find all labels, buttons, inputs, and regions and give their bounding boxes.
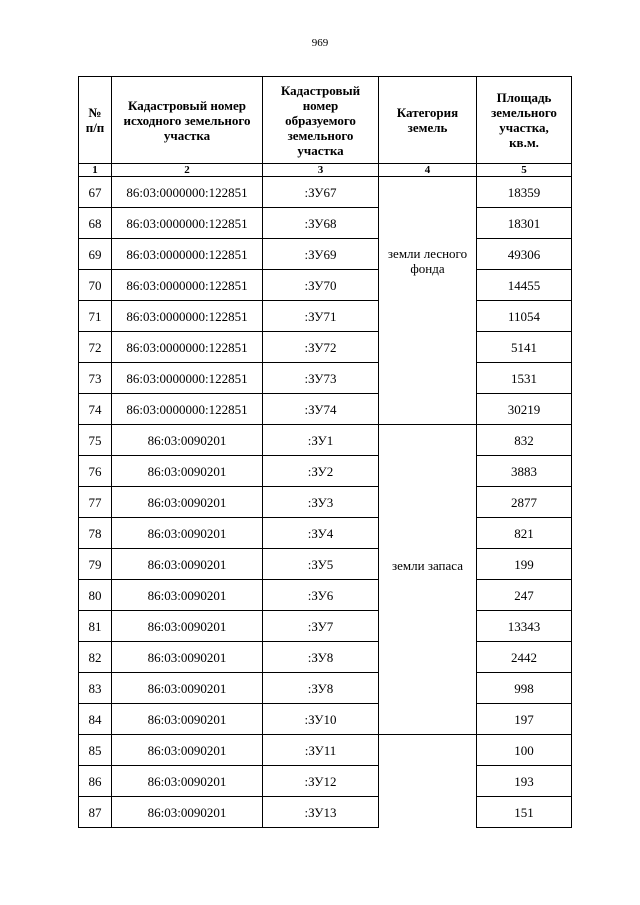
row-number: 68	[79, 208, 112, 239]
plot-area: 998	[477, 673, 572, 704]
row-number: 76	[79, 456, 112, 487]
row-number: 81	[79, 611, 112, 642]
table-row	[79, 487, 572, 518]
table-row	[79, 642, 572, 673]
source-cadastral-number: 86:03:0090201	[112, 766, 263, 797]
plot-area: 2442	[477, 642, 572, 673]
table-row	[79, 735, 572, 766]
new-cadastral-number: :ЗУ12	[263, 766, 379, 797]
plot-area: 11054	[477, 301, 572, 332]
new-cadastral-number: :ЗУ68	[263, 208, 379, 239]
row-number: 77	[79, 487, 112, 518]
plot-area: 30219	[477, 394, 572, 425]
plot-area: 49306	[477, 239, 572, 270]
row-number: 74	[79, 394, 112, 425]
source-cadastral-number: 86:03:0090201	[112, 518, 263, 549]
row-number: 72	[79, 332, 112, 363]
land-category-continued	[379, 735, 477, 828]
new-cadastral-number: :ЗУ8	[263, 642, 379, 673]
row-number: 79	[79, 549, 112, 580]
new-cadastral-number: :ЗУ73	[263, 363, 379, 394]
header-plot-area-text: Площадь земельного участка, кв.м.	[491, 90, 557, 150]
plot-area: 821	[477, 518, 572, 549]
row-number: 70	[79, 270, 112, 301]
header-source-cadastral-number-text: Кадастровый номер исходного земельного участка	[123, 97, 251, 143]
table-row	[79, 177, 572, 208]
source-cadastral-number: 86:03:0090201	[112, 642, 263, 673]
column-number: 5	[477, 164, 572, 177]
plot-area: 832	[477, 425, 572, 456]
land-category-forest	[379, 177, 477, 425]
table-row	[79, 766, 572, 797]
header-new-cadastral-number	[263, 77, 379, 164]
row-number: 84	[79, 704, 112, 735]
table-row	[79, 580, 572, 611]
land-plots-table	[78, 76, 572, 828]
table-row	[79, 704, 572, 735]
row-number: 82	[79, 642, 112, 673]
new-cadastral-number: :ЗУ70	[263, 270, 379, 301]
source-cadastral-number: 86:03:0000000:122851	[112, 270, 263, 301]
table-row	[79, 301, 572, 332]
table-row	[79, 425, 572, 456]
header-row-number-text: № п/п	[85, 105, 105, 135]
source-cadastral-number: 86:03:0000000:122851	[112, 301, 263, 332]
column-number-row	[79, 164, 572, 177]
source-cadastral-number: 86:03:0090201	[112, 425, 263, 456]
table-row	[79, 456, 572, 487]
table-row	[79, 363, 572, 394]
source-cadastral-number: 86:03:0090201	[112, 580, 263, 611]
new-cadastral-number: :ЗУ8	[263, 673, 379, 704]
row-number: 80	[79, 580, 112, 611]
row-number: 83	[79, 673, 112, 704]
table-row	[79, 549, 572, 580]
plot-area: 199	[477, 549, 572, 580]
table-row	[79, 611, 572, 642]
header-land-category-text: Категория земель	[396, 105, 459, 135]
header-plot-area	[477, 77, 572, 164]
plot-area: 193	[477, 766, 572, 797]
land-category-reserve-text: земли запаса	[392, 558, 463, 573]
column-number: 3	[263, 164, 379, 177]
source-cadastral-number: 86:03:0000000:122851	[112, 177, 263, 208]
column-number: 2	[112, 164, 263, 177]
plot-area: 197	[477, 704, 572, 735]
table-row	[79, 518, 572, 549]
source-cadastral-number: 86:03:0000000:122851	[112, 332, 263, 363]
table-row	[79, 673, 572, 704]
column-number: 4	[379, 164, 477, 177]
header-source-cadastral-number	[112, 77, 263, 164]
plot-area: 100	[477, 735, 572, 766]
new-cadastral-number: :ЗУ72	[263, 332, 379, 363]
column-number: 1	[79, 164, 112, 177]
table-row	[79, 797, 572, 828]
land-category-forest-text: земли лесного фонда	[387, 246, 468, 276]
row-number: 78	[79, 518, 112, 549]
new-cadastral-number: :ЗУ10	[263, 704, 379, 735]
new-cadastral-number: :ЗУ67	[263, 177, 379, 208]
new-cadastral-number: :ЗУ2	[263, 456, 379, 487]
header-new-cadastral-number-text: Кадастровый номер образуемого земельного участка	[280, 82, 361, 158]
row-number: 75	[79, 425, 112, 456]
header-land-category	[379, 77, 477, 164]
new-cadastral-number: :ЗУ13	[263, 797, 379, 828]
new-cadastral-number: :ЗУ71	[263, 301, 379, 332]
new-cadastral-number: :ЗУ1	[263, 425, 379, 456]
table-row	[79, 239, 572, 270]
source-cadastral-number: 86:03:0090201	[112, 797, 263, 828]
plot-area: 18301	[477, 208, 572, 239]
new-cadastral-number: :ЗУ6	[263, 580, 379, 611]
new-cadastral-number: :ЗУ4	[263, 518, 379, 549]
page-number: 969	[311, 37, 329, 49]
plot-area: 5141	[477, 332, 572, 363]
source-cadastral-number: 86:03:0090201	[112, 611, 263, 642]
header-row-number	[79, 77, 112, 164]
source-cadastral-number: 86:03:0090201	[112, 735, 263, 766]
source-cadastral-number: 86:03:0090201	[112, 549, 263, 580]
plot-area: 14455	[477, 270, 572, 301]
new-cadastral-number: :ЗУ7	[263, 611, 379, 642]
new-cadastral-number: :ЗУ11	[263, 735, 379, 766]
source-cadastral-number: 86:03:0000000:122851	[112, 239, 263, 270]
row-number: 87	[79, 797, 112, 828]
plot-area: 2877	[477, 487, 572, 518]
row-number: 73	[79, 363, 112, 394]
plot-area: 247	[477, 580, 572, 611]
source-cadastral-number: 86:03:0090201	[112, 673, 263, 704]
plot-area: 3883	[477, 456, 572, 487]
land-category-reserve	[379, 425, 477, 735]
row-number: 69	[79, 239, 112, 270]
plot-area: 1531	[477, 363, 572, 394]
source-cadastral-number: 86:03:0000000:122851	[112, 363, 263, 394]
table-row	[79, 208, 572, 239]
row-number: 67	[79, 177, 112, 208]
source-cadastral-number: 86:03:0000000:122851	[112, 394, 263, 425]
plot-area: 13343	[477, 611, 572, 642]
source-cadastral-number: 86:03:0000000:122851	[112, 208, 263, 239]
new-cadastral-number: :ЗУ5	[263, 549, 379, 580]
header-row	[79, 77, 572, 164]
row-number: 71	[79, 301, 112, 332]
source-cadastral-number: 86:03:0090201	[112, 704, 263, 735]
plot-area: 18359	[477, 177, 572, 208]
new-cadastral-number: :ЗУ74	[263, 394, 379, 425]
row-number: 86	[79, 766, 112, 797]
plot-area: 151	[477, 797, 572, 828]
table-row	[79, 394, 572, 425]
new-cadastral-number: :ЗУ3	[263, 487, 379, 518]
new-cadastral-number: :ЗУ69	[263, 239, 379, 270]
table-row	[79, 270, 572, 301]
source-cadastral-number: 86:03:0090201	[112, 456, 263, 487]
row-number: 85	[79, 735, 112, 766]
source-cadastral-number: 86:03:0090201	[112, 487, 263, 518]
table-row	[79, 332, 572, 363]
